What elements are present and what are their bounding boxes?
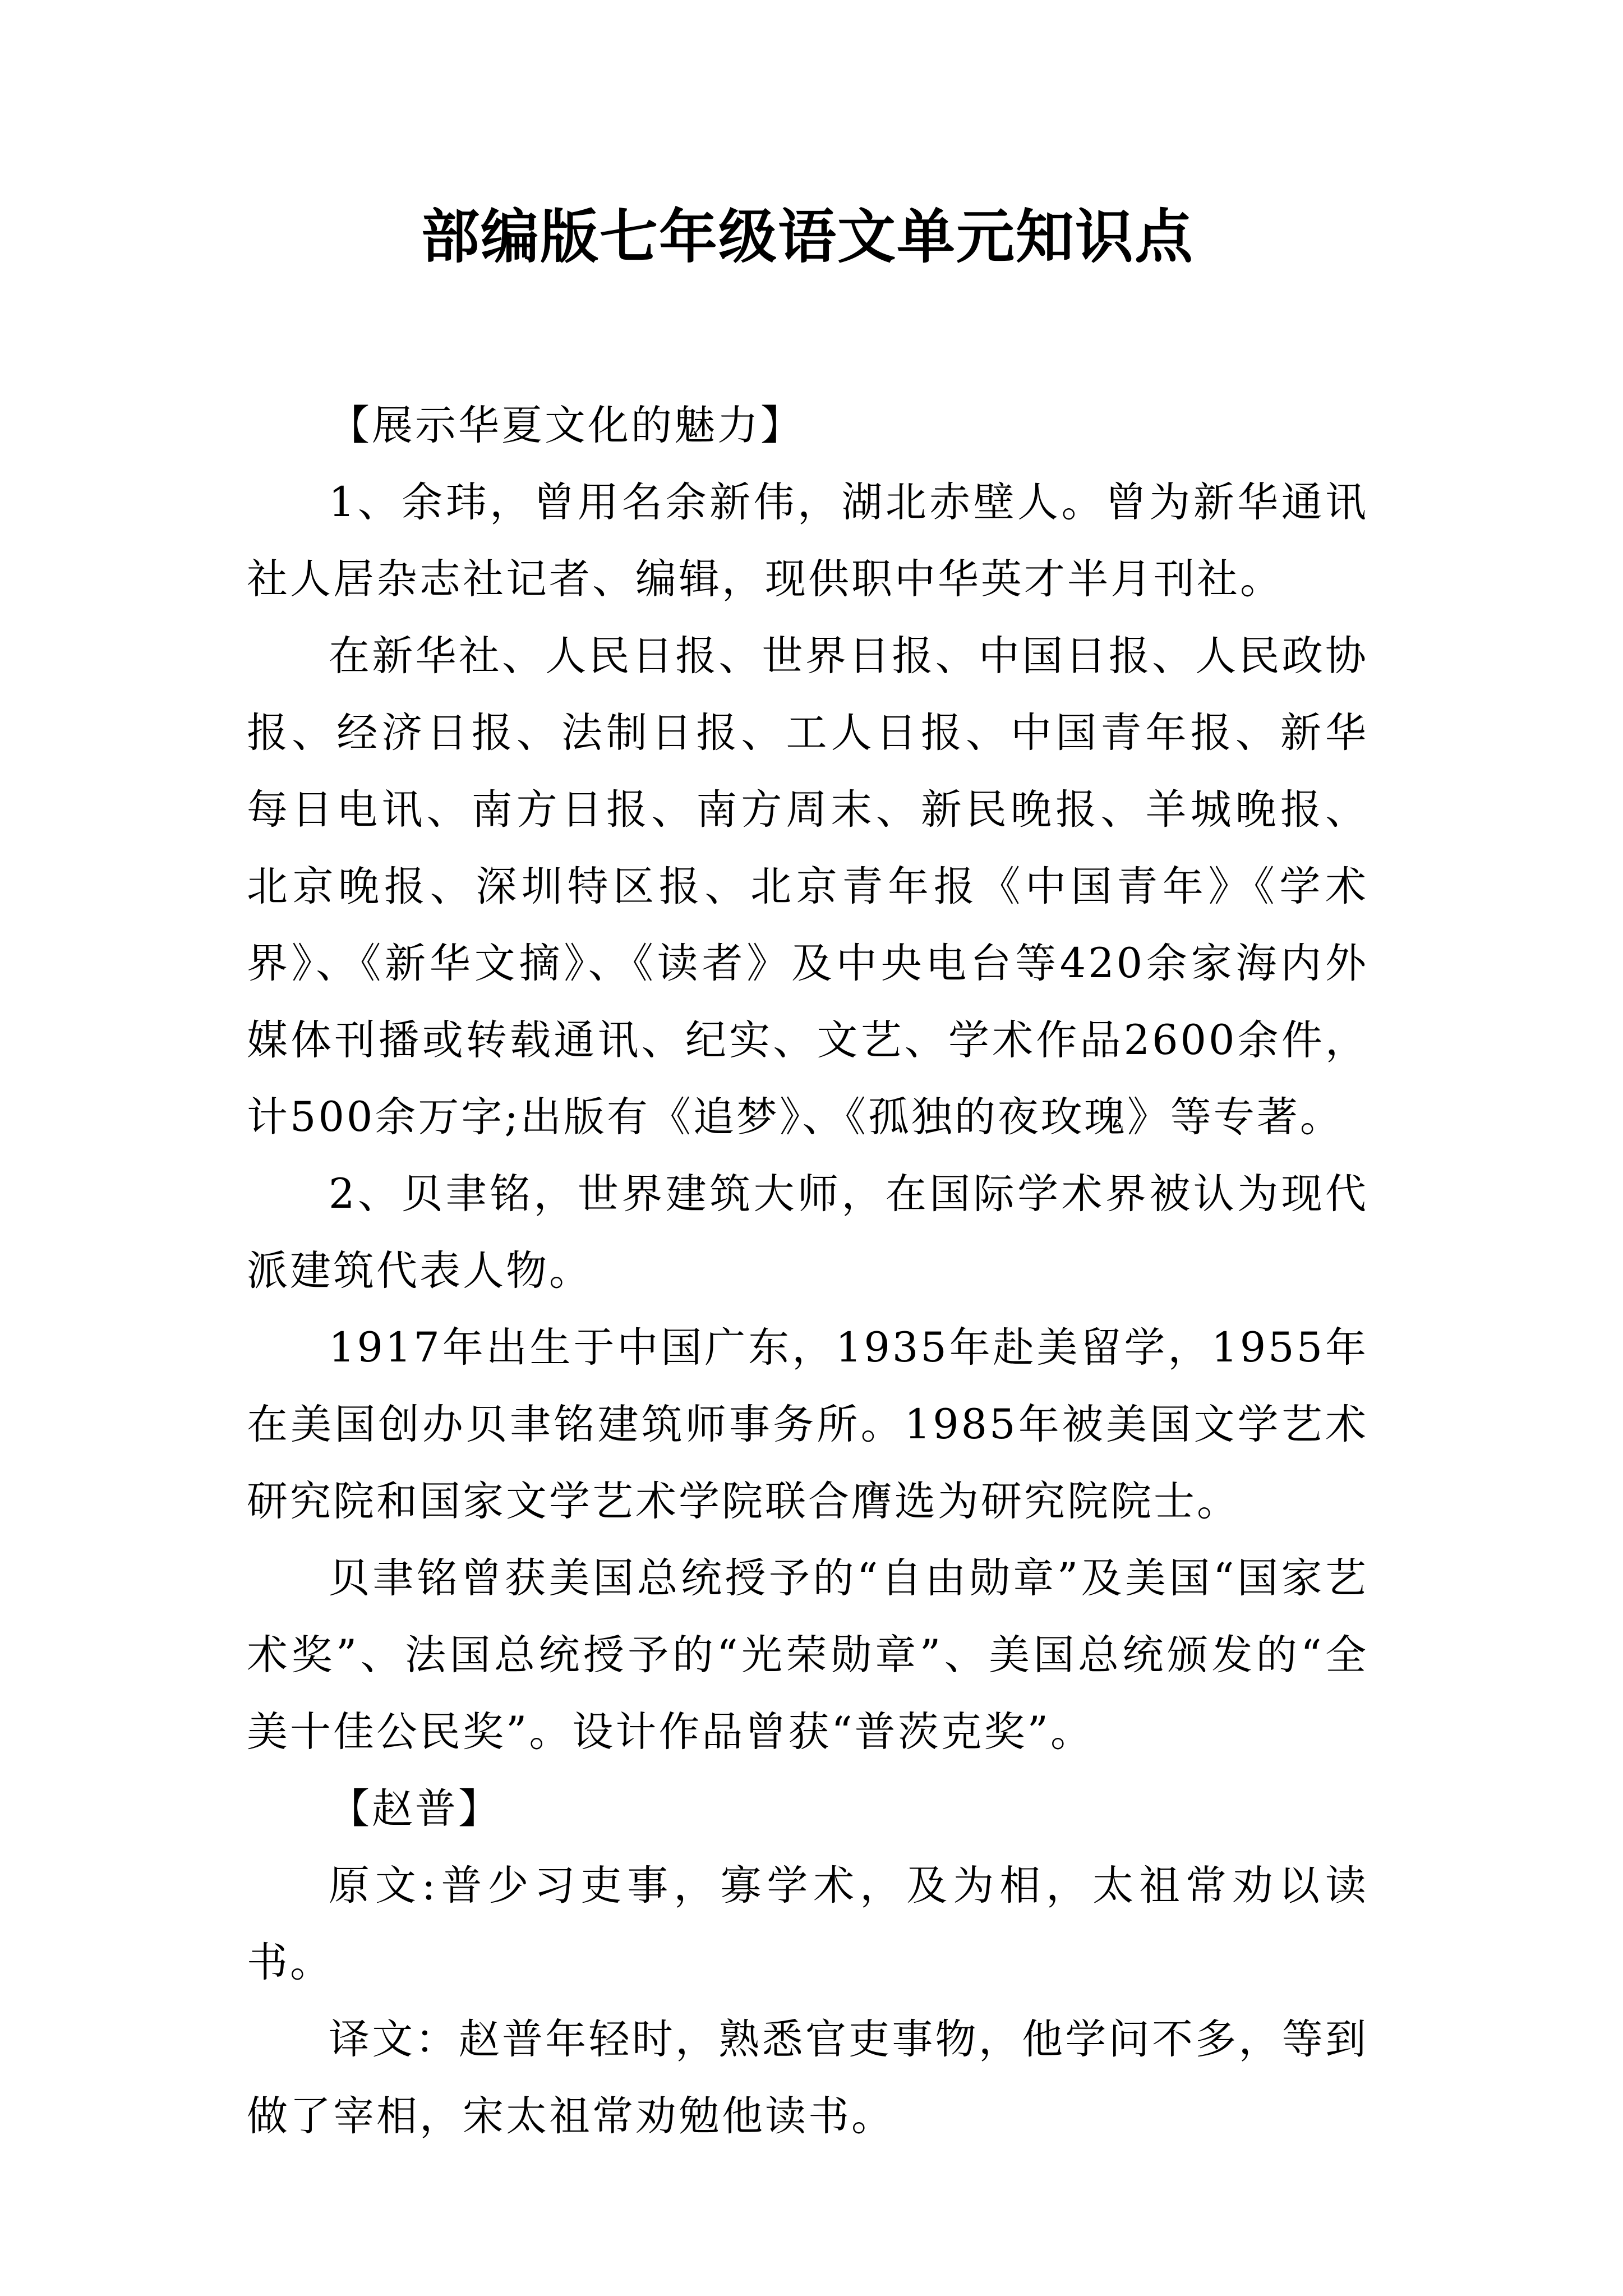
- paragraph-translation: 译文：赵普年轻时，熟悉官吏事物，他学问不多，等到做了宰相，宋太祖常劝勉他读书。: [247, 2015, 1368, 2140]
- paragraph-yuwei-bio: 1、余玮，曾用名余新伟，湖北赤壁人。曾为新华通讯社人居杂志社记者、编辑，现供职中华英才半月刊社。: [247, 478, 1368, 603]
- document-title: 部编版七年级语文单元知识点: [421, 202, 1194, 271]
- paragraph-original-text: 原文:普少习吏事，寡学术，及为相，太祖常劝以读书。: [247, 1861, 1368, 1986]
- paragraph-yuwei-works: 在新华社、人民日报、世界日报、中国日报、人民政协报、经济日报、法制日报、工人日报、中国青年报、新华每日电讯、南方日报、南方周末、新民晚报、羊城晚报、北京晚报、深圳特区报、北京青年报《中国青年》《学术界》、《新华文摘》、《读者》及中央电台等420余家海内外媒体刊播或转载通讯、纪实、文艺、学术作品2600余件，计500余万字;出版有《追梦》、《孤独的夜玫瑰》等专著。: [247, 632, 1368, 1141]
- paragraph-beiyuming-life: 1917年出生于中国广东，1935年赴美留学，1955年在美国创办贝聿铭建筑师事务所。1985年被美国文学艺术研究院和国家文学艺术学院联合膺选为研究院院士。: [247, 1323, 1368, 1525]
- section-heading-zhaopu: 【赵普】: [329, 1784, 501, 1833]
- document-page: [247, 202, 1368, 2155]
- section-heading-huaxia: 【展示华夏文化的魅力】: [329, 401, 804, 449]
- paragraph-beiyuming-intro: 2、贝聿铭，世界建筑大师，在国际学术界被认为现代派建筑代表人物。: [247, 1170, 1368, 1295]
- paragraph-beiyuming-awards: 贝聿铭曾获美国总统授予的“自由勋章”及美国“国家艺术奖”、法国总统授予的“光荣勋章”、美国总统颁发的“全美十佳公民奖”。设计作品曾获“普茨克奖”。: [247, 1554, 1368, 1756]
